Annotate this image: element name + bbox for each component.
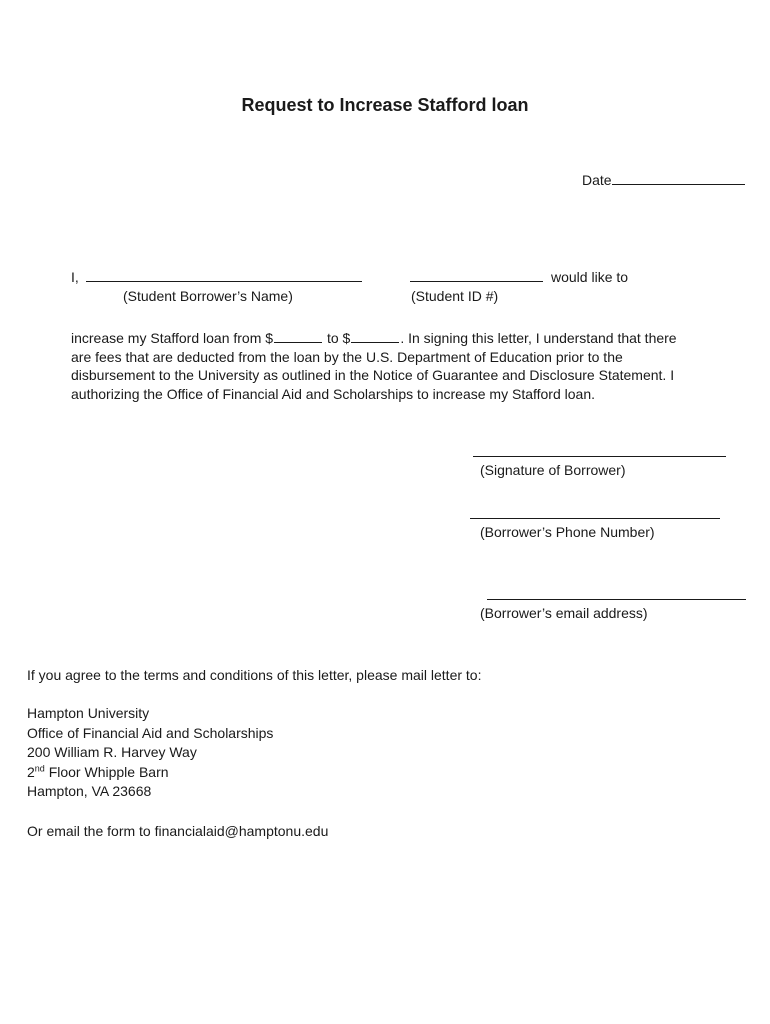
id-caption: (Student ID #) [411, 288, 499, 304]
floor-number: 2 [27, 763, 35, 780]
name-caption: (Student Borrower’s Name) [123, 288, 293, 304]
borrower-name-blank[interactable] [86, 268, 362, 282]
phone-caption: (Borrower’s Phone Number) [480, 524, 655, 540]
student-id-blank[interactable] [410, 268, 543, 282]
body-line-1a: increase my Stafford loan from $ [71, 330, 274, 346]
mail-instruction: If you agree to the terms and conditions of this letter, please mail letter to: [27, 667, 482, 683]
body-line-4: authorizing the Office of Financial Aid and Scholarships to increase my Stafford loan. [71, 385, 596, 402]
body-line-1b: to $ [323, 330, 351, 346]
floor-building: Floor Whipple Barn [44, 763, 169, 780]
date-blank[interactable] [612, 171, 745, 185]
mailing-address [27, 704, 273, 802]
signature-line[interactable] [473, 443, 726, 457]
date-label: Date [582, 172, 612, 188]
signature-caption: (Signature of Borrower) [480, 462, 626, 478]
body-line-1c: . In signing this letter, I understand that there [400, 330, 677, 346]
phone-line[interactable] [470, 505, 720, 519]
address-line-5: Hampton, VA 23668 [27, 783, 152, 799]
address-line-3: 200 William R. Harvey Way [27, 744, 197, 760]
address-line-1: Hampton University [27, 705, 150, 721]
email-caption: (Borrower’s email address) [480, 605, 648, 621]
intro-prefix: I, [71, 269, 79, 285]
address-line-2: Office of Financial Aid and Scholarships [27, 724, 274, 741]
body-line-2: are fees that are deducted from the loan by the U.S. Department of Education prior to the [71, 348, 623, 365]
to-amount-blank[interactable] [351, 330, 399, 343]
email-instruction: Or email the form to financialaid@hamptonu.edu [27, 823, 329, 839]
address-line-4 [27, 763, 273, 783]
intro-suffix: would like to [551, 269, 629, 285]
from-amount-blank[interactable] [274, 330, 322, 343]
date-field [582, 171, 745, 189]
body-line-3: disbursement to the University as outlined in the Notice of Guarantee and Disclosure Statement. I [71, 367, 675, 383]
body-line-1 [71, 329, 741, 348]
email-line[interactable] [487, 586, 746, 600]
floor-suffix: nd [34, 762, 45, 773]
body-paragraph [71, 329, 741, 403]
document-title: Request to Increase Stafford loan [241, 95, 529, 115]
